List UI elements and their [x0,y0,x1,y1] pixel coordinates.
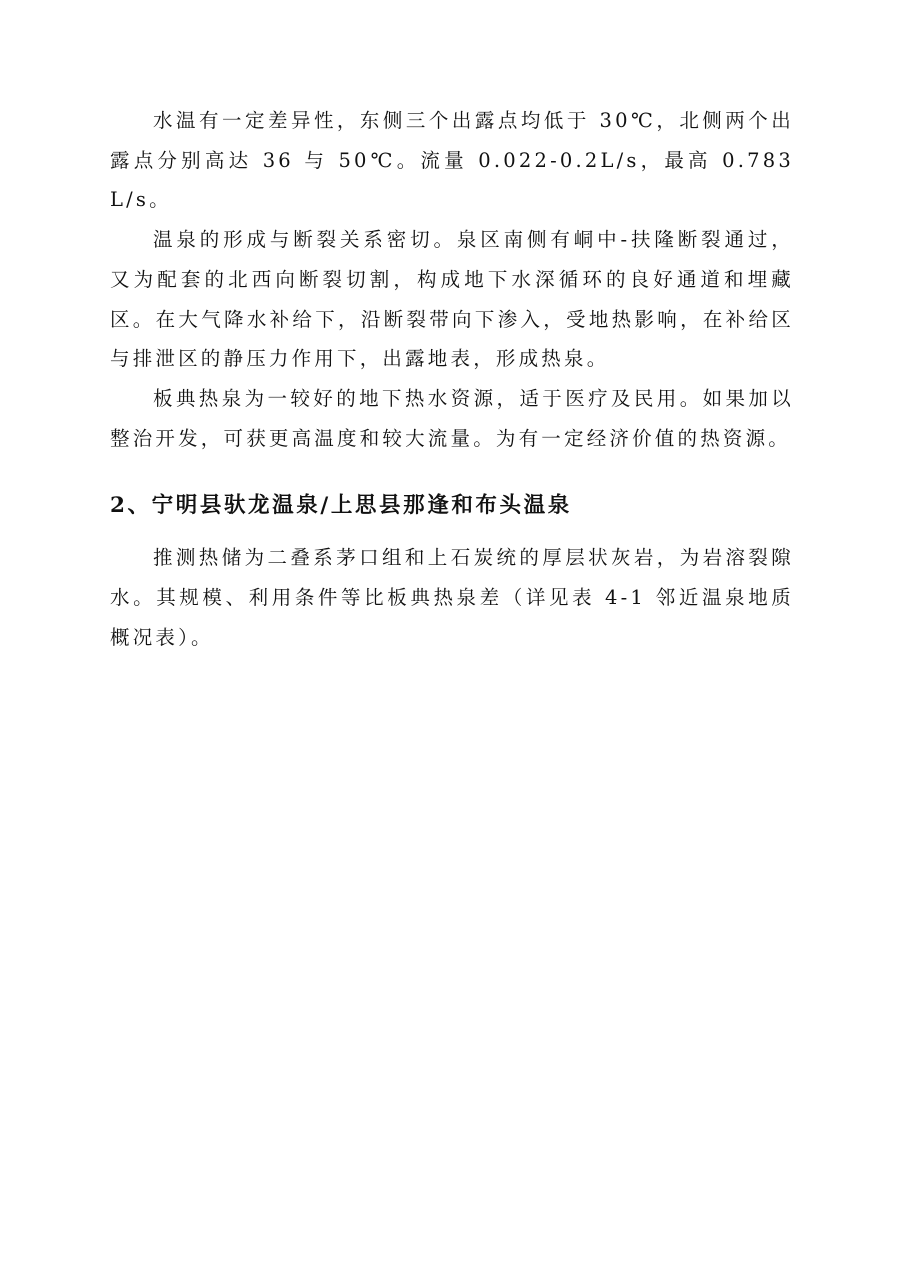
paragraph-water-temperature: 水温有一定差异性，东侧三个出露点均低于 30℃，北侧两个出露点分别高达 36 与 50℃。流量 0.022-0.2L/s，最高 0.783 L/s。 [110,109,794,212]
paragraph-thermal-reservoir: 推测热储为二叠系茅口组和上石炭统的厚层状灰岩，为岩溶裂隙水。其规模、利用条件等比板典热泉差（详见表 4-1 邻近温泉地质概况表）。 [110,546,794,649]
section-heading: 2、宁明县驮龙温泉/上思县那逢和布头温泉 [110,493,572,519]
paragraph-bandian-resource: 板典热泉为一较好的地下热水资源，适于医疗及民用。如果加以整治开发，可获更高温度和较大流量。为有一定经济价值的热资源。 [110,386,794,450]
document-body [110,101,794,657]
paragraph-spring-formation: 温泉的形成与断裂关系密切。泉区南侧有峒中-扶隆断裂通过，又为配套的北西向断裂切割，构成地下水深循环的良好通道和埋藏区。在大气降水补给下，沿断裂带向下渗入，受地热影响，在补给区与排泄区的静压力作用下，出露地表，形成热泉。 [110,228,794,371]
